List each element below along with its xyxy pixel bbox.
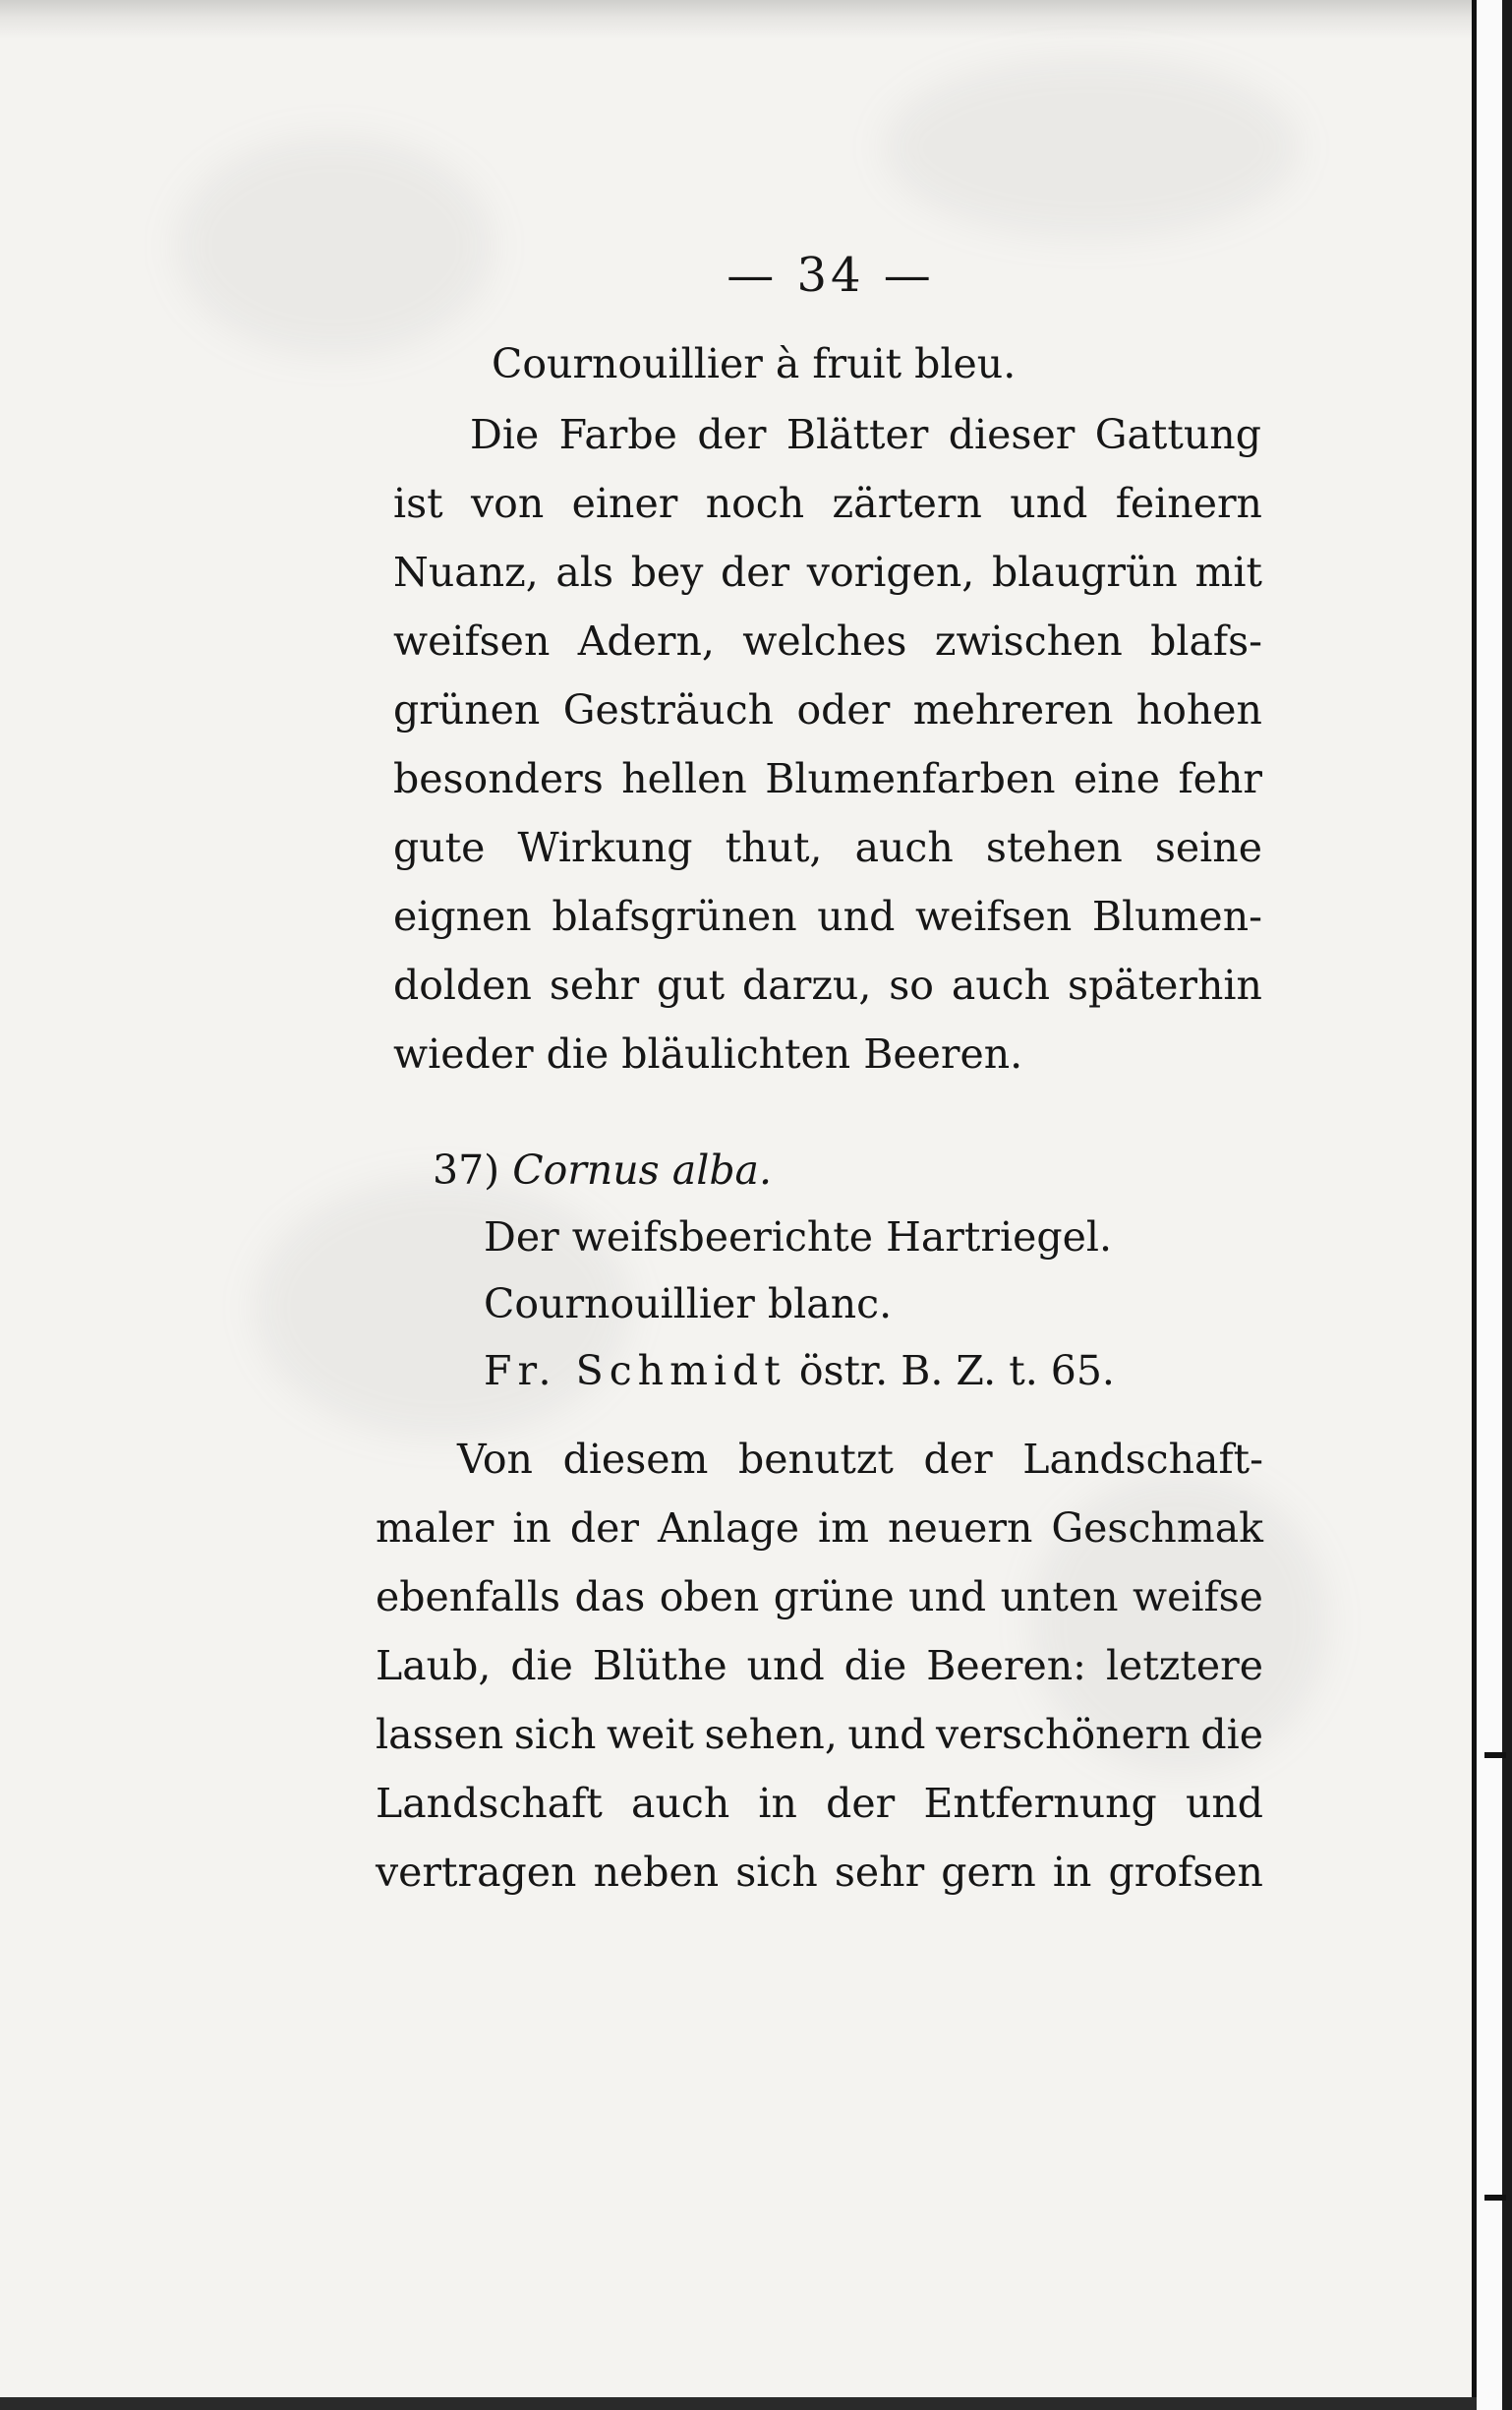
word: letztere <box>1105 1642 1263 1689</box>
word: benutzt <box>738 1436 894 1483</box>
paragraph-1-line <box>393 549 1262 596</box>
word: sehr <box>834 1849 925 1896</box>
word: auch <box>854 824 954 871</box>
entry-german-name: Der weifsbeerichte Hartriegel. <box>484 1213 1112 1261</box>
word: Farbe <box>558 411 677 458</box>
word: blafs- <box>1150 617 1262 665</box>
word: besonders <box>393 755 604 802</box>
reference-details: östr. B. Z. t. 65. <box>798 1347 1115 1394</box>
paragraph-2-line <box>376 1573 1263 1620</box>
paragraph-2-line <box>376 1780 1263 1827</box>
word: und <box>817 893 896 940</box>
word: Blätter <box>785 411 929 458</box>
word: in <box>1052 1849 1092 1896</box>
word: stehen <box>985 824 1123 871</box>
word: vertragen <box>376 1849 577 1896</box>
word: Wirkung <box>517 824 693 871</box>
word: auch <box>631 1780 730 1827</box>
word: hohen <box>1135 686 1262 734</box>
word: die <box>1200 1711 1263 1758</box>
paragraph-2-line <box>457 1436 1263 1483</box>
word: in <box>758 1780 797 1827</box>
word: neben <box>593 1849 720 1896</box>
entry-reference <box>484 1347 1115 1394</box>
word: Entfernung <box>923 1780 1157 1827</box>
word: und <box>847 1711 926 1758</box>
word: sehr <box>549 962 640 1009</box>
paragraph-1-line <box>393 962 1262 1009</box>
word: lassen <box>376 1711 504 1758</box>
word: Laub, <box>376 1642 492 1689</box>
word: Beeren: <box>926 1642 1086 1689</box>
paragraph-1-line <box>393 686 1262 734</box>
entry-number: 37) <box>433 1146 500 1194</box>
word: Landschaft- <box>1022 1436 1263 1483</box>
word: weifse <box>1133 1573 1263 1620</box>
word: gern <box>941 1849 1036 1896</box>
word: als <box>555 549 614 596</box>
word: Geschmak <box>1051 1504 1263 1552</box>
word: in <box>512 1504 552 1552</box>
paragraph-2-line <box>376 1711 1263 1758</box>
word: zwischen <box>934 617 1123 665</box>
word: weit <box>606 1711 694 1758</box>
word: der <box>697 411 767 458</box>
word: blafsgrünen <box>552 893 797 940</box>
page-number: — 34 — <box>727 248 935 303</box>
word: gute <box>393 824 486 871</box>
word: Blumenfarben <box>765 755 1056 802</box>
word: sich <box>735 1849 818 1896</box>
word: und <box>1185 1780 1263 1827</box>
word: so <box>889 962 934 1009</box>
word: Landschaft <box>376 1780 603 1827</box>
word: diesem <box>562 1436 709 1483</box>
word: vorigen, <box>806 549 975 596</box>
word: der <box>923 1436 993 1483</box>
word: feinern <box>1115 480 1262 527</box>
paragraph-1-line <box>393 755 1262 802</box>
word: fehr <box>1178 755 1262 802</box>
word: sehen, <box>704 1711 838 1758</box>
word: grünen <box>393 686 541 734</box>
word: Adern, <box>577 617 715 665</box>
word: von <box>471 480 545 527</box>
entry-latin-name: Cornus alba. <box>512 1146 773 1194</box>
paragraph-1-line <box>393 893 1262 940</box>
word: Die <box>470 411 540 458</box>
word: bey <box>630 549 704 596</box>
word: thut, <box>725 824 823 871</box>
word: einer <box>571 480 678 527</box>
word: und <box>746 1642 825 1689</box>
word: ist <box>393 480 443 527</box>
word: Gattung <box>1094 411 1261 458</box>
paragraph-2-line <box>376 1849 1263 1896</box>
word: gut <box>657 962 726 1009</box>
word: eignen <box>393 893 532 940</box>
paragraph-1-line <box>470 411 1261 458</box>
word: die <box>843 1642 907 1689</box>
word: oben <box>659 1573 760 1620</box>
paragraph-1-line <box>393 480 1262 527</box>
word: grofsen <box>1108 1849 1263 1896</box>
word: darzu, <box>742 962 872 1009</box>
word: Gesträuch <box>562 686 775 734</box>
word: Von <box>457 1436 533 1483</box>
paragraph-1-line <box>393 824 1262 871</box>
word: weifsen <box>393 617 551 665</box>
word: späterhin <box>1067 962 1262 1009</box>
word: oder <box>796 686 891 734</box>
word: mehreren <box>912 686 1114 734</box>
paragraph-1-line: wieder die bläulichten Beeren. <box>393 1030 1023 1078</box>
word: zärtern <box>832 480 982 527</box>
word: der <box>721 549 790 596</box>
paragraph-1-line <box>393 617 1262 665</box>
word: Blüthe <box>592 1642 727 1689</box>
word: eine <box>1074 755 1161 802</box>
word: die <box>510 1642 573 1689</box>
paragraph-2-line <box>376 1642 1263 1689</box>
word: und <box>1010 480 1088 527</box>
word: Nuanz, <box>393 549 539 596</box>
paragraph-2-line <box>376 1504 1263 1552</box>
word: maler <box>376 1504 494 1552</box>
word: dieser <box>948 411 1076 458</box>
word: grüne <box>773 1573 895 1620</box>
word: welches <box>742 617 907 665</box>
word: verschönern <box>936 1711 1191 1758</box>
word: hellen <box>621 755 747 802</box>
word: im <box>818 1504 870 1552</box>
heading-line: Cournouillier à fruit bleu. <box>492 340 1017 387</box>
word: Anlage <box>657 1504 800 1552</box>
word: blaugrün <box>991 549 1178 596</box>
word: ebenfalls <box>376 1573 561 1620</box>
word: sich <box>513 1711 597 1758</box>
word: mit <box>1194 549 1262 596</box>
word: weifsen <box>914 893 1073 940</box>
word: noch <box>705 480 805 527</box>
word: auch <box>951 962 1051 1009</box>
word: Blumen- <box>1091 893 1262 940</box>
entry-french-name: Cournouillier blanc. <box>484 1280 893 1327</box>
entry-heading <box>433 1146 772 1194</box>
word: dolden <box>393 962 532 1009</box>
reference-author: Fr. Schmidt <box>484 1347 786 1394</box>
word: unten <box>1000 1573 1119 1620</box>
word: und <box>908 1573 987 1620</box>
word: das <box>574 1573 646 1620</box>
word: der <box>826 1780 896 1827</box>
word: der <box>569 1504 639 1552</box>
word: neuern <box>888 1504 1033 1552</box>
word: seine <box>1154 824 1262 871</box>
